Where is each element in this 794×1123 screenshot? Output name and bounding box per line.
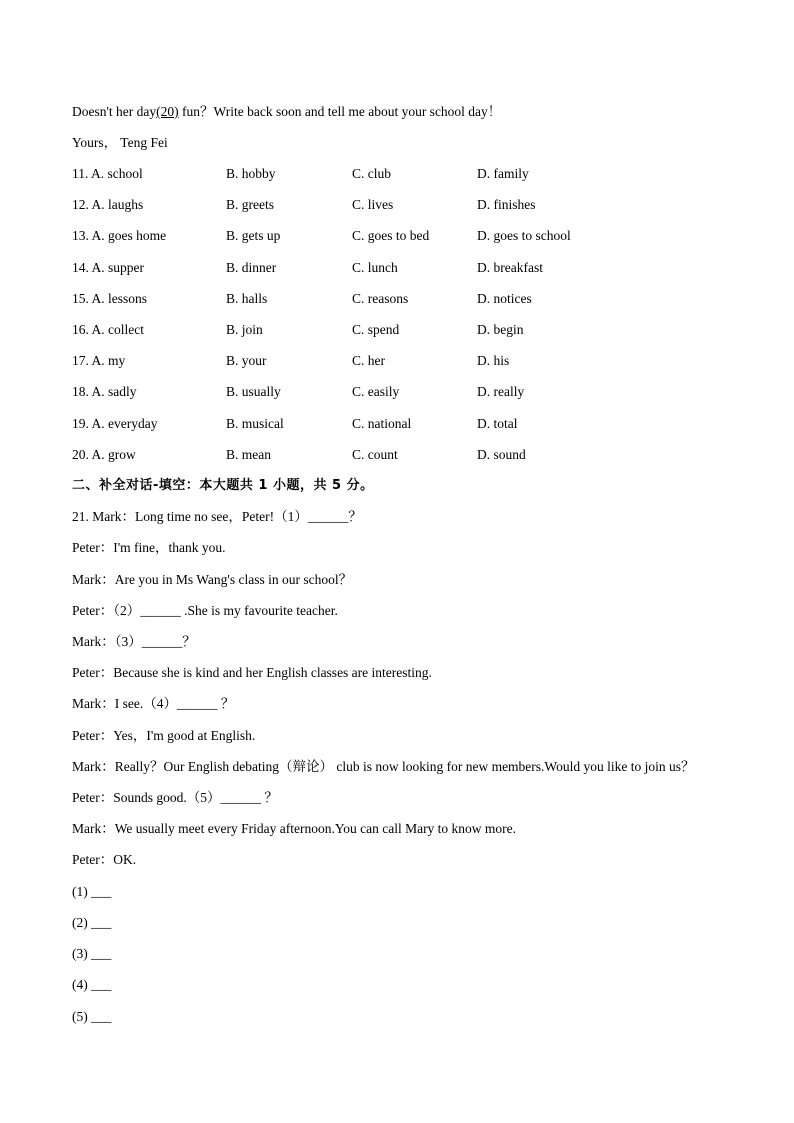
dialogue-line: Peter：Sounds good.（5）______ ？ (72, 790, 278, 805)
option-c[interactable]: C. lives (352, 197, 394, 212)
option-d[interactable]: D. his (477, 353, 510, 368)
option-b[interactable]: B. greets (226, 197, 274, 212)
option-d[interactable]: D. family (477, 166, 529, 181)
option-b[interactable]: B. musical (226, 416, 284, 431)
option-c[interactable]: C. lunch (352, 260, 398, 275)
option-c[interactable]: C. count (352, 447, 398, 462)
answer-blank-3[interactable]: (3) ___ (72, 946, 112, 961)
option-a[interactable]: 13. A. goes home (72, 228, 167, 243)
option-a[interactable]: 18. A. sadly (72, 384, 137, 399)
option-d[interactable]: D. breakfast (477, 260, 543, 275)
option-c[interactable]: C. goes to bed (352, 228, 430, 243)
answer-blank-2[interactable]: (2) ___ (72, 915, 112, 930)
option-d[interactable]: D. sound (477, 447, 526, 462)
option-c[interactable]: C. spend (352, 322, 400, 337)
question-14-options (72, 259, 722, 277)
option-a[interactable]: 14. A. supper (72, 260, 144, 275)
option-a[interactable]: 11. A. school (72, 166, 143, 181)
question-16-options (72, 321, 722, 339)
option-d[interactable]: D. begin (477, 322, 524, 337)
option-b[interactable]: B. usually (226, 384, 281, 399)
passage-blank-20: (20) (156, 104, 179, 119)
question-20-options (72, 446, 722, 464)
option-a[interactable]: 17. A. my (72, 353, 126, 368)
option-c[interactable]: C. national (352, 416, 412, 431)
option-b[interactable]: B. mean (226, 447, 271, 462)
passage-closing-pre: Doesn't her day (72, 104, 157, 119)
question-19-options (72, 415, 722, 433)
answer-blank-4[interactable]: (4) ___ (72, 977, 112, 992)
question-15-options (72, 290, 722, 308)
option-d[interactable]: D. really (477, 384, 525, 399)
dialogue-line: Peter：OK. (72, 852, 137, 867)
option-d[interactable]: D. goes to school (477, 228, 571, 243)
option-b[interactable]: B. dinner (226, 260, 277, 275)
question-17-options (72, 352, 722, 370)
option-d[interactable]: D. total (477, 416, 518, 431)
dialogue-line: Mark：（3）______？ (72, 634, 196, 649)
section-2-title: 二、补全对话-填空：本大题共 1 小题，共 5 分。 (72, 478, 374, 493)
option-c[interactable]: C. her (352, 353, 385, 368)
option-c[interactable]: C. reasons (352, 291, 409, 306)
option-c[interactable]: C. club (352, 166, 391, 181)
option-b[interactable]: B. halls (226, 291, 268, 306)
answer-blank-1[interactable]: (1) ___ (72, 884, 112, 899)
dialogue-line: Peter：（2）______ .She is my favourite teacher. (72, 603, 338, 618)
dialogue-line: Mark：I see.（4）______ ？ (72, 696, 235, 711)
option-b[interactable]: B. gets up (226, 228, 281, 243)
option-b[interactable]: B. hobby (226, 166, 276, 181)
dialogue-line: Mark：Are you in Ms Wang's class in our school？ (72, 572, 353, 587)
option-a[interactable]: 12. A. laughs (72, 197, 144, 212)
dialogue-line: Mark：Really？Our English debating（辩论） club is now looking for new members.Would you like to join us？ (72, 759, 695, 774)
question-18-options (72, 383, 722, 401)
passage-signature: Yours， Teng Fei (72, 135, 168, 150)
passage-closing-post: fun？Write back soon and tell me about your school day！ (178, 104, 502, 119)
option-d[interactable]: D. finishes (477, 197, 536, 212)
question-13-options (72, 227, 722, 245)
passage-closing-line (72, 103, 501, 121)
dialogue-line: Peter：Yes，I'm good at English. (72, 728, 256, 743)
question-11-options (72, 165, 722, 183)
question-12-options (72, 196, 722, 214)
answer-blank-5[interactable]: (5) ___ (72, 1009, 112, 1024)
dialogue-line: 21. Mark：Long time no see，Peter!（1）______？ (72, 509, 362, 524)
option-a[interactable]: 16. A. collect (72, 322, 144, 337)
option-a[interactable]: 19. A. everyday (72, 416, 158, 431)
option-a[interactable]: 20. A. grow (72, 447, 136, 462)
option-b[interactable]: B. your (226, 353, 267, 368)
option-d[interactable]: D. notices (477, 291, 532, 306)
option-b[interactable]: B. join (226, 322, 263, 337)
dialogue-line: Mark：We usually meet every Friday afternoon.You can call Mary to know more. (72, 821, 517, 836)
option-c[interactable]: C. easily (352, 384, 400, 399)
dialogue-line: Peter：I'm fine，thank you. (72, 540, 226, 555)
dialogue-line: Peter：Because she is kind and her English classes are interesting. (72, 665, 432, 680)
option-a[interactable]: 15. A. lessons (72, 291, 148, 306)
